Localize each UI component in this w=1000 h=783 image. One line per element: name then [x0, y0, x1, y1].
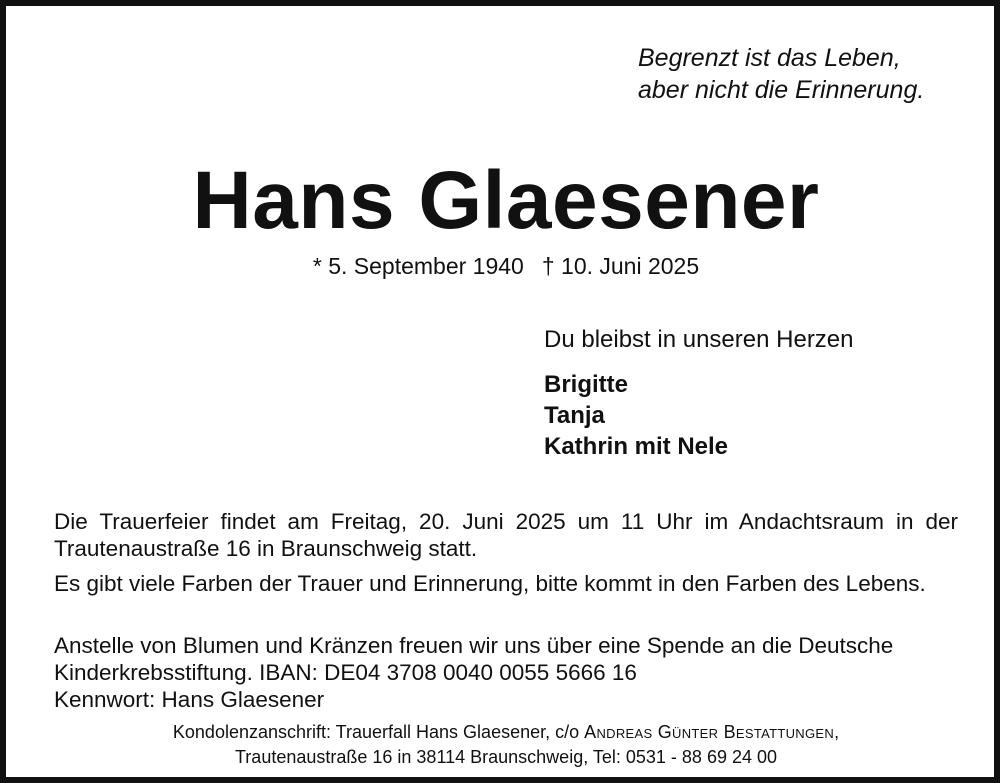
donation-line-3: Kennwort: Hans Glaesener — [54, 687, 325, 712]
condolence-address — [6, 720, 1000, 770]
mourner-name: Brigitte — [544, 371, 628, 398]
donation-line-1: Anstelle von Blumen und Kränzen freuen wir uns über eine Spende an die Deutsche — [54, 633, 894, 658]
motto-line-1: Begrenzt ist das Leben, — [638, 44, 901, 72]
life-dates — [6, 252, 1000, 280]
condolence-suffix: , — [834, 722, 840, 742]
death-date: † 10. Juni 2025 — [541, 253, 700, 279]
farewell-phrase: Du bleibst in unseren Herzen — [544, 326, 854, 353]
birth-date: * 5. September 1940 — [312, 253, 524, 279]
donation-line-2: Kinderkrebsstiftung. IBAN: DE04 3708 0040 0055 5666 16 — [54, 660, 637, 685]
mourner-name: Tanja — [544, 402, 605, 429]
condolence-line-2: Trautenaustraße 16 in 38114 Braunschweig, Tel: 0531 - 88 69 24 00 — [234, 747, 778, 767]
deceased-name: Hans Glaesener — [192, 155, 820, 246]
condolence-line-1 — [6, 720, 1000, 745]
mourner-name: Kathrin mit Nele — [544, 433, 729, 460]
donation-notice — [54, 632, 958, 713]
funeral-home-name: Andreas Günter Bestattungen — [584, 722, 835, 742]
motto-line-2: aber nicht die Erinnerung. — [638, 76, 925, 104]
funeral-notice: Die Trauerfeier findet am Freitag, 20. Juni 2025 um 11 Uhr im Andachtsraum in der Trautenaustraße 16 in Braunschweig statt. — [54, 509, 958, 561]
condolence-prefix: Kondolenzanschrift: Trauerfall Hans Glaesener, c/o — [172, 722, 585, 742]
motto-quote — [638, 42, 924, 106]
colors-request: Es gibt viele Farben der Trauer und Erinnerung, bitte kommt in den Farben des Lebens. — [54, 571, 926, 596]
mourners-list — [544, 369, 728, 462]
